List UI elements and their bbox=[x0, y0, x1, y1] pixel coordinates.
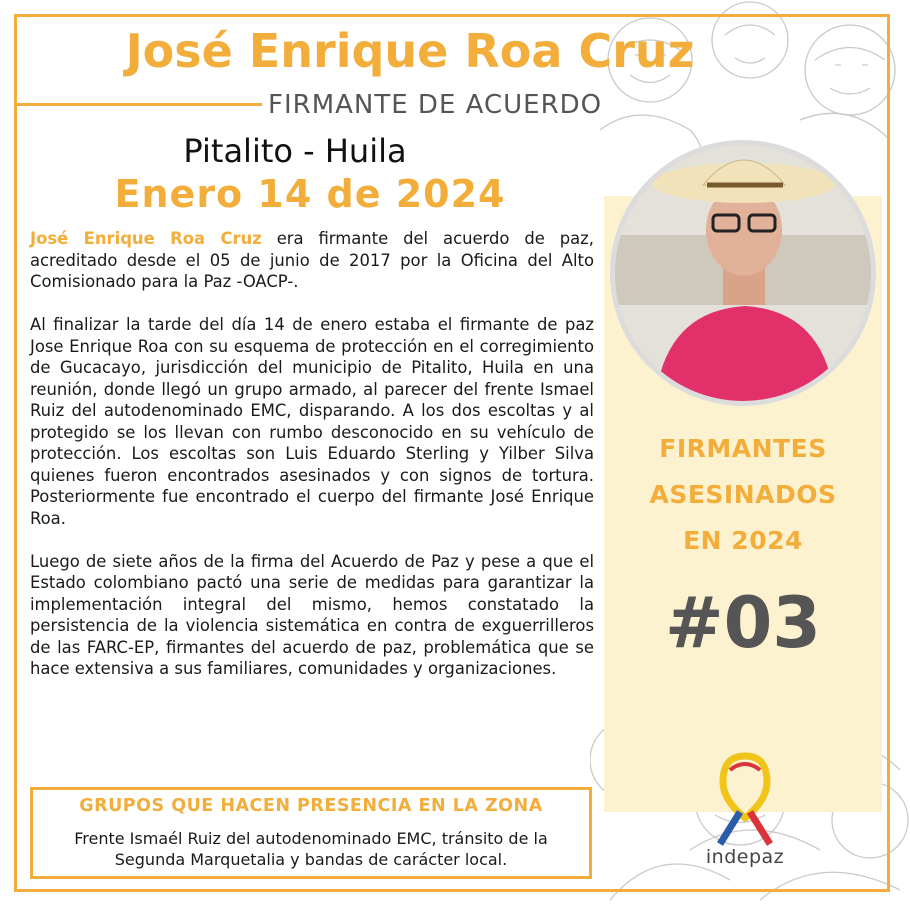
person-photo bbox=[610, 140, 876, 406]
paragraph-2: Al finalizar la tarde del día 14 de enero estaba el firmante de paz Jose Enrique Roa con su esquema de protección en el corregimiento de Gucacayo, jurisdicción del municipio de Pitalito, Huila en una reunión, donde llegó un grupo armado, al parecer del frente Ismael Ruiz del autodenominado EMC, disparando. A los dos escoltas y al protegido se los llevan con rumbo desconocido en su vehículo de protección. Los escoltas son Luis Eduardo Sterling y Yilber Silva quienes fueron encontrados asesinados y con signos de tortura. Posteriormente fue encontrado el cuerpo del firmante José Enrique Roa. bbox=[30, 315, 594, 528]
ribbon-icon bbox=[700, 748, 790, 848]
highlighted-name: José Enrique Roa Cruz bbox=[30, 229, 262, 248]
killed-count: #03 bbox=[664, 582, 822, 664]
paragraph-1-text: era firmante del acuerdo de paz, acreditado desde el 05 de junio de 2017 por la Oficina del Alto Comisionado para la Paz -OACP-. bbox=[30, 229, 594, 291]
paragraph-1 bbox=[30, 228, 594, 293]
killed-signatories-label bbox=[604, 426, 882, 564]
zone-text: Frente Ismaél Ruiz del autodenominado EMC, tránsito de la Segunda Marquetalia y bandas de carácter local. bbox=[74, 829, 548, 869]
article-body bbox=[30, 228, 594, 701]
paragraph-3: Luego de siete años de la firma del Acuerdo de Paz y pese a que el Estado colombiano pactó una serie de medidas para garantizar la implementación integral del mismo, hemos constatado la persistencia de la violencia sistemática en contra de exguerrilleros de las FARC-EP, firmantes del acuerdo de paz, problemática que se hace extensiva a sus familiares, comunidades y organizaciones. bbox=[30, 551, 594, 678]
stat-line-1: FIRMANTES bbox=[659, 434, 827, 463]
location: Pitalito - Huila bbox=[183, 132, 407, 170]
stat-line-2: ASESINADOS bbox=[649, 480, 837, 509]
event-date: Enero 14 de 2024 bbox=[114, 172, 506, 216]
role-subtitle: FIRMANTE DE ACUERDO bbox=[262, 90, 608, 120]
stat-line-3: EN 2024 bbox=[683, 526, 803, 555]
zone-title: GRUPOS QUE HACEN PRESENCIA EN LA ZONA bbox=[79, 796, 543, 816]
zone-box bbox=[30, 787, 592, 879]
logo-text: indepaz bbox=[705, 846, 785, 868]
person-name-title: José Enrique Roa Cruz bbox=[125, 24, 695, 78]
indepaz-logo bbox=[700, 748, 790, 878]
